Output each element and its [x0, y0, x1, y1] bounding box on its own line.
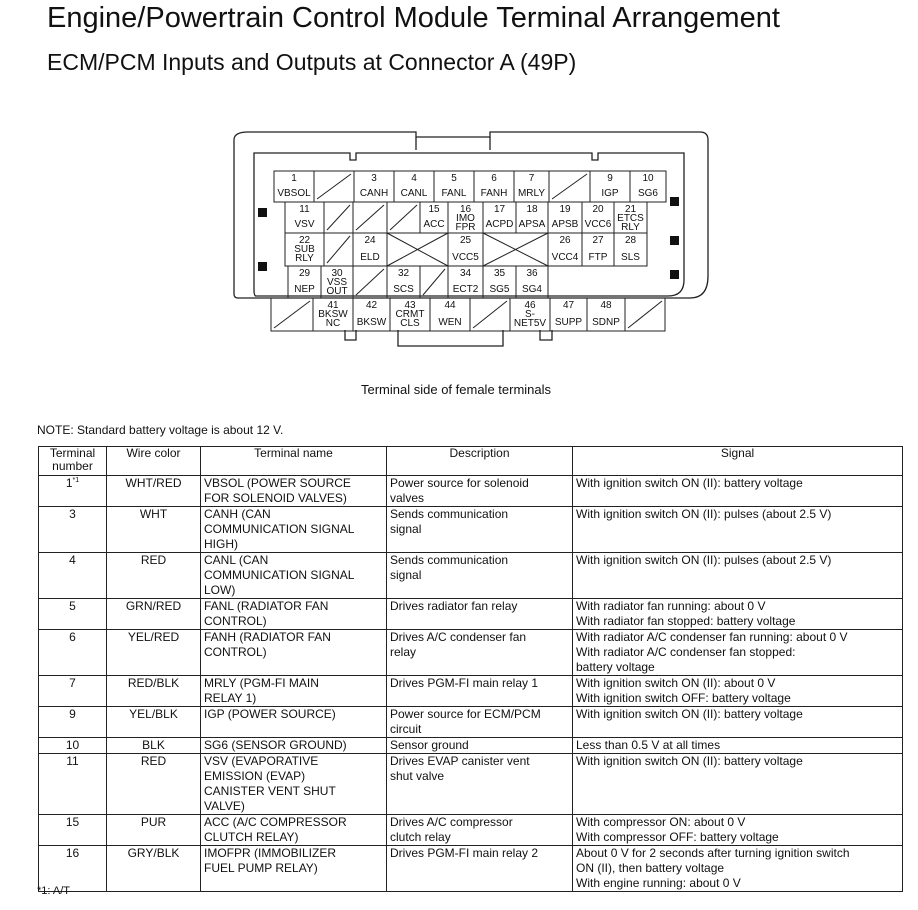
pin-number: 47: [562, 300, 575, 311]
description-cell: [387, 676, 573, 707]
terminal-number-cell: [39, 738, 107, 754]
wire-color: GRY/BLK: [107, 846, 201, 892]
pin-label: ACPD: [485, 219, 514, 230]
pin-label: CANL: [400, 188, 428, 199]
terminal-name-line: CANL (CAN: [204, 553, 269, 567]
pin-label: APSA: [518, 219, 546, 230]
pin-number: 48: [600, 300, 612, 311]
pin-label: SDNP: [592, 317, 620, 328]
signal-cell: [573, 846, 903, 892]
terminal-number: 16: [65, 846, 80, 860]
terminal-name-cell: [201, 553, 387, 599]
blank-pin-slash: [274, 301, 310, 328]
terminal-name-line: CLUTCH RELAY): [204, 830, 299, 844]
signal-line: With compressor ON: about 0 V: [576, 815, 746, 829]
signal-line: With radiator A/C condenser fan running: about 0 V: [576, 630, 848, 644]
terminal-number: 10: [65, 738, 80, 752]
terminal-number-cell: [39, 676, 107, 707]
pin-number: 21: [624, 204, 637, 215]
terminal-name-line: RELAY 1): [204, 691, 257, 705]
pin-number: 18: [526, 204, 538, 215]
pin-label: RLY: [621, 222, 640, 233]
footnote: *1: A/T: [37, 885, 71, 897]
terminal-name-cell: [201, 738, 387, 754]
terminal-name-cell: [201, 476, 387, 507]
signal-line: With radiator fan running: about 0 V: [576, 599, 766, 613]
terminal-number-cell: [39, 707, 107, 738]
pin-label: CRMT: [395, 309, 425, 320]
terminal-number: 6: [69, 630, 76, 644]
pin-number: 43: [404, 300, 416, 311]
table-row: [39, 846, 903, 892]
table-header-row: [39, 447, 903, 476]
pin-label: S-: [525, 309, 535, 320]
blank-pin-slash: [390, 205, 417, 230]
pin-label: SCS: [393, 284, 414, 295]
wire-color: YEL/BLK: [107, 707, 201, 738]
pin-number: 17: [493, 204, 506, 215]
pin-number: 1: [291, 173, 297, 184]
terminal-name-line: SG6 (SENSOR GROUND): [204, 738, 347, 752]
terminal-name-line: LOW): [204, 583, 236, 597]
pin-label: APSB: [551, 219, 579, 230]
footnote-mark: *1: [72, 477, 80, 484]
signal-line: With ignition switch ON (II): pulses (about 2.5 V): [576, 553, 832, 567]
blank-pin-slash: [552, 174, 587, 199]
pin-number: 22: [298, 235, 311, 246]
terminal-name-line: FANL (RADIATOR FAN: [204, 599, 329, 613]
description-line: Power source for solenoid: [390, 476, 529, 490]
page-subtitle: ECM/PCM Inputs and Outputs at Connector A (49P): [47, 49, 577, 75]
signal-cell: [573, 630, 903, 676]
diagram-caption: Terminal side of female terminals: [361, 382, 552, 397]
signal-cell: [573, 707, 903, 738]
pin-label: BKSW: [356, 317, 387, 328]
pin-label: VCC5: [452, 252, 479, 263]
pin-number: 25: [459, 235, 472, 246]
description-cell: [387, 815, 573, 846]
signal-cell: [573, 754, 903, 815]
pin-number: 3: [371, 173, 377, 184]
terminal-number: 1: [65, 476, 73, 490]
signal-cell: [573, 815, 903, 846]
pin-label: FANL: [441, 188, 467, 199]
terminal-name-cell: [201, 707, 387, 738]
table-row: [39, 754, 903, 815]
terminal-name-line: IMOFPR (IMMOBILIZER: [204, 846, 336, 860]
terminal-name-line: FUEL PUMP RELAY): [204, 861, 318, 875]
signal-cell: [573, 553, 903, 599]
wire-color: YEL/RED: [107, 630, 201, 676]
table-row: [39, 630, 903, 676]
description-line: Drives EVAP canister vent: [390, 754, 530, 768]
terminal-name-line: MRLY (PGM-FI MAIN: [204, 676, 319, 690]
blank-pin-slash: [473, 301, 507, 328]
terminal-number-cell: [39, 507, 107, 553]
blank-pin-slash: [327, 236, 350, 263]
terminal-number-cell: [39, 553, 107, 599]
terminal-number: 11: [66, 754, 79, 768]
pin-number: 44: [444, 300, 456, 311]
description-line: Drives PGM-FI main relay 2: [390, 846, 539, 860]
table-row: [39, 599, 903, 630]
terminal-number: 4: [69, 553, 76, 567]
description-line: Sends communication: [390, 553, 509, 567]
terminal-name-line: VALVE): [204, 799, 245, 813]
terminal-name-line: COMMUNICATION SIGNAL: [204, 568, 355, 582]
terminal-number: 15: [65, 815, 80, 829]
description-cell: [387, 630, 573, 676]
pin-label: BKSW: [318, 309, 348, 320]
col-signal: Signal: [573, 447, 903, 476]
description-line: Drives A/C compressor: [390, 815, 513, 829]
pin-number: 20: [592, 204, 604, 215]
pin-label: FTP: [588, 252, 608, 263]
pin-number: 26: [559, 235, 571, 246]
terminal-name-line: VBSOL (POWER SOURCE: [204, 476, 351, 490]
pin-number: 15: [428, 204, 440, 215]
table-row: [39, 738, 903, 754]
pin-number: 5: [451, 173, 457, 184]
description-line: valves: [390, 491, 425, 505]
terminal-number: 5: [69, 599, 76, 613]
pin-number: 35: [493, 268, 506, 279]
pin-label: SLS: [621, 252, 640, 263]
pin-label: VSV: [294, 219, 315, 230]
terminal-number: 9: [69, 707, 76, 721]
description-line: shut valve: [390, 769, 445, 783]
pin-label: VCC6: [584, 219, 612, 230]
description-cell: [387, 507, 573, 553]
signal-line: With ignition switch ON (II): battery voltage: [576, 476, 803, 490]
description-line: Sends communication: [390, 507, 509, 521]
description-line: Sensor ground: [390, 738, 469, 752]
pin-label: RLY: [295, 253, 314, 264]
terminal-name-line: COMMUNICATION SIGNAL: [204, 522, 355, 536]
blank-pin-slash: [317, 174, 351, 199]
pin-number: 30: [331, 268, 343, 279]
pin-label: VSS: [326, 277, 348, 288]
pin-number: 42: [365, 300, 378, 311]
terminal-name-cell: [201, 846, 387, 892]
page-title: Engine/Powertrain Control Module Terminal Arrangement: [47, 2, 780, 34]
description-cell: [387, 476, 573, 507]
pin-label: WEN: [438, 317, 462, 328]
signal-line: With compressor OFF: battery voltage: [576, 830, 779, 844]
terminal-table: [38, 446, 903, 892]
pin-label: CLS: [400, 318, 420, 329]
terminal-name-line: FANH (RADIATOR FAN: [204, 630, 331, 644]
pin-label: SUPP: [554, 317, 583, 328]
pin-label: MRLY: [517, 188, 546, 199]
terminal-name-line: ACC (A/C COMPRESSOR: [204, 815, 347, 829]
wire-color: WHT/RED: [107, 476, 201, 507]
terminal-name-line: CONTROL): [204, 614, 267, 628]
pin-number: 6: [491, 173, 497, 184]
signal-line: About 0 V for 2 seconds after turning ignition switch: [576, 846, 850, 860]
terminal-name-cell: [201, 507, 387, 553]
pin-label: SG4: [521, 284, 543, 295]
pin-number: 19: [559, 204, 571, 215]
signal-line: With engine running: about 0 V: [576, 876, 741, 890]
pin-label: IGP: [601, 188, 619, 199]
description-line: Power source for ECM/PCM: [390, 707, 541, 721]
voltage-note: NOTE: Standard battery voltage is about 12 V.: [37, 423, 284, 437]
description-line: Drives radiator fan relay: [390, 599, 518, 613]
pin-label: SUB: [294, 244, 315, 255]
blank-pin-slash: [628, 301, 662, 328]
blank-pin-slash: [356, 205, 384, 230]
terminal-name-cell: [201, 815, 387, 846]
wire-color: BLK: [107, 738, 201, 754]
table-row: [39, 553, 903, 599]
signal-line: With radiator fan stopped: battery voltage: [576, 614, 796, 628]
blank-pin-slash: [356, 269, 384, 295]
pin-number: 28: [624, 235, 637, 246]
pin-number: 41: [327, 300, 339, 311]
pin-number: 11: [299, 204, 310, 215]
description-cell: [387, 754, 573, 815]
terminal-name-line: CANISTER VENT SHUT: [204, 784, 336, 798]
col-terminal-number: Terminal number: [39, 447, 107, 476]
signal-line: With ignition switch OFF: battery voltage: [576, 691, 791, 705]
terminal-name-cell: [201, 754, 387, 815]
terminal-name-cell: [201, 676, 387, 707]
pin-number: 46: [524, 300, 536, 311]
wire-color: PUR: [107, 815, 201, 846]
pin-number: 34: [459, 268, 472, 279]
pin-number: 10: [642, 173, 654, 184]
col-wire-color: Wire color: [107, 447, 201, 476]
terminal-number-cell: [39, 599, 107, 630]
terminal-name-line: EMISSION (EVAP): [204, 769, 306, 783]
pin-label: ETCS: [617, 213, 644, 224]
pin-label: ELD: [360, 252, 380, 263]
signal-cell: [573, 676, 903, 707]
terminal-number-cell: [39, 815, 107, 846]
pin-number: 32: [397, 268, 410, 279]
col-terminal-name: Terminal name: [201, 447, 387, 476]
pin-label: FANH: [480, 188, 508, 199]
terminal-number: 3: [69, 507, 76, 521]
signal-line: With radiator A/C condenser fan stopped:: [576, 645, 796, 659]
table-row: [39, 707, 903, 738]
pin-number: 27: [592, 235, 604, 246]
terminal-name-cell: [201, 599, 387, 630]
terminal-name-line: IGP (POWER SOURCE): [204, 707, 336, 721]
wire-color: RED/BLK: [107, 676, 201, 707]
description-line: relay: [390, 645, 417, 659]
col-description: Description: [387, 447, 573, 476]
description-line: circuit: [390, 722, 422, 736]
signal-line: With ignition switch ON (II): about 0 V: [576, 676, 776, 690]
pin-label: IMO: [456, 213, 475, 224]
pin-number: 29: [298, 268, 311, 279]
pin-label: SG5: [489, 284, 510, 295]
pin-number: 36: [526, 268, 538, 279]
wire-color: WHT: [107, 507, 201, 553]
blank-pin-slash: [423, 269, 445, 295]
terminal-number-cell: [39, 476, 107, 507]
terminal-name-line: HIGH): [204, 537, 238, 551]
signal-cell: [573, 476, 903, 507]
terminal-name-line: CANH (CAN: [204, 507, 271, 521]
wire-color: RED: [107, 553, 201, 599]
signal-cell: [573, 507, 903, 553]
description-line: signal: [390, 522, 422, 536]
pin-label: CANH: [359, 188, 389, 199]
pin-number: 9: [607, 173, 613, 184]
terminal-name-cell: [201, 630, 387, 676]
pin-number: 24: [364, 235, 376, 246]
pin-label: VBSOL: [277, 188, 311, 199]
terminal-number-cell: [39, 630, 107, 676]
terminal-name-line: FOR SOLENOID VALVES): [204, 491, 347, 505]
terminal-name-line: CONTROL): [204, 645, 267, 659]
signal-cell: [573, 738, 903, 754]
table-row: [39, 815, 903, 846]
signal-line: With ignition switch ON (II): battery voltage: [576, 754, 803, 768]
signal-line: ON (II), then battery voltage: [576, 861, 725, 875]
pin-label: NEP: [294, 284, 315, 295]
description-cell: [387, 738, 573, 754]
description-line: clutch relay: [390, 830, 451, 844]
pin-label: ACC: [423, 219, 445, 230]
table-row: [39, 507, 903, 553]
description-line: Drives A/C condenser fan: [390, 630, 527, 644]
signal-line: battery voltage: [576, 660, 655, 674]
description-cell: [387, 599, 573, 630]
pin-label: ECT2: [452, 284, 479, 295]
pin-label: OUT: [326, 286, 348, 297]
pin-number: 16: [459, 204, 472, 215]
pin-number: 7: [528, 173, 535, 184]
wire-color: GRN/RED: [107, 599, 201, 630]
pin-number: 4: [411, 173, 417, 184]
pin-label: NET5V: [513, 318, 547, 329]
pin-label: NC: [325, 318, 341, 329]
description-cell: [387, 707, 573, 738]
table-row: [39, 476, 903, 507]
signal-cell: [573, 599, 903, 630]
description-cell: [387, 846, 573, 892]
wire-color: RED: [107, 754, 201, 815]
terminal-number: 7: [69, 676, 76, 690]
blank-pin-slash: [327, 205, 350, 230]
description-line: signal: [390, 568, 422, 582]
terminal-name-line: VSV (EVAPORATIVE: [204, 754, 319, 768]
pin-label: FPR: [455, 222, 476, 233]
connector-diagram: [0, 0, 918, 400]
description-line: Drives PGM-FI main relay 1: [390, 676, 539, 690]
signal-line: Less than 0.5 V at all times: [576, 738, 721, 752]
table-row: [39, 676, 903, 707]
pin-label: SG6: [637, 188, 659, 199]
signal-line: With ignition switch ON (II): battery voltage: [576, 707, 803, 721]
terminal-number-cell: [39, 754, 107, 815]
description-cell: [387, 553, 573, 599]
pin-label: VCC4: [551, 252, 579, 263]
signal-line: With ignition switch ON (II): pulses (about 2.5 V): [576, 507, 832, 521]
